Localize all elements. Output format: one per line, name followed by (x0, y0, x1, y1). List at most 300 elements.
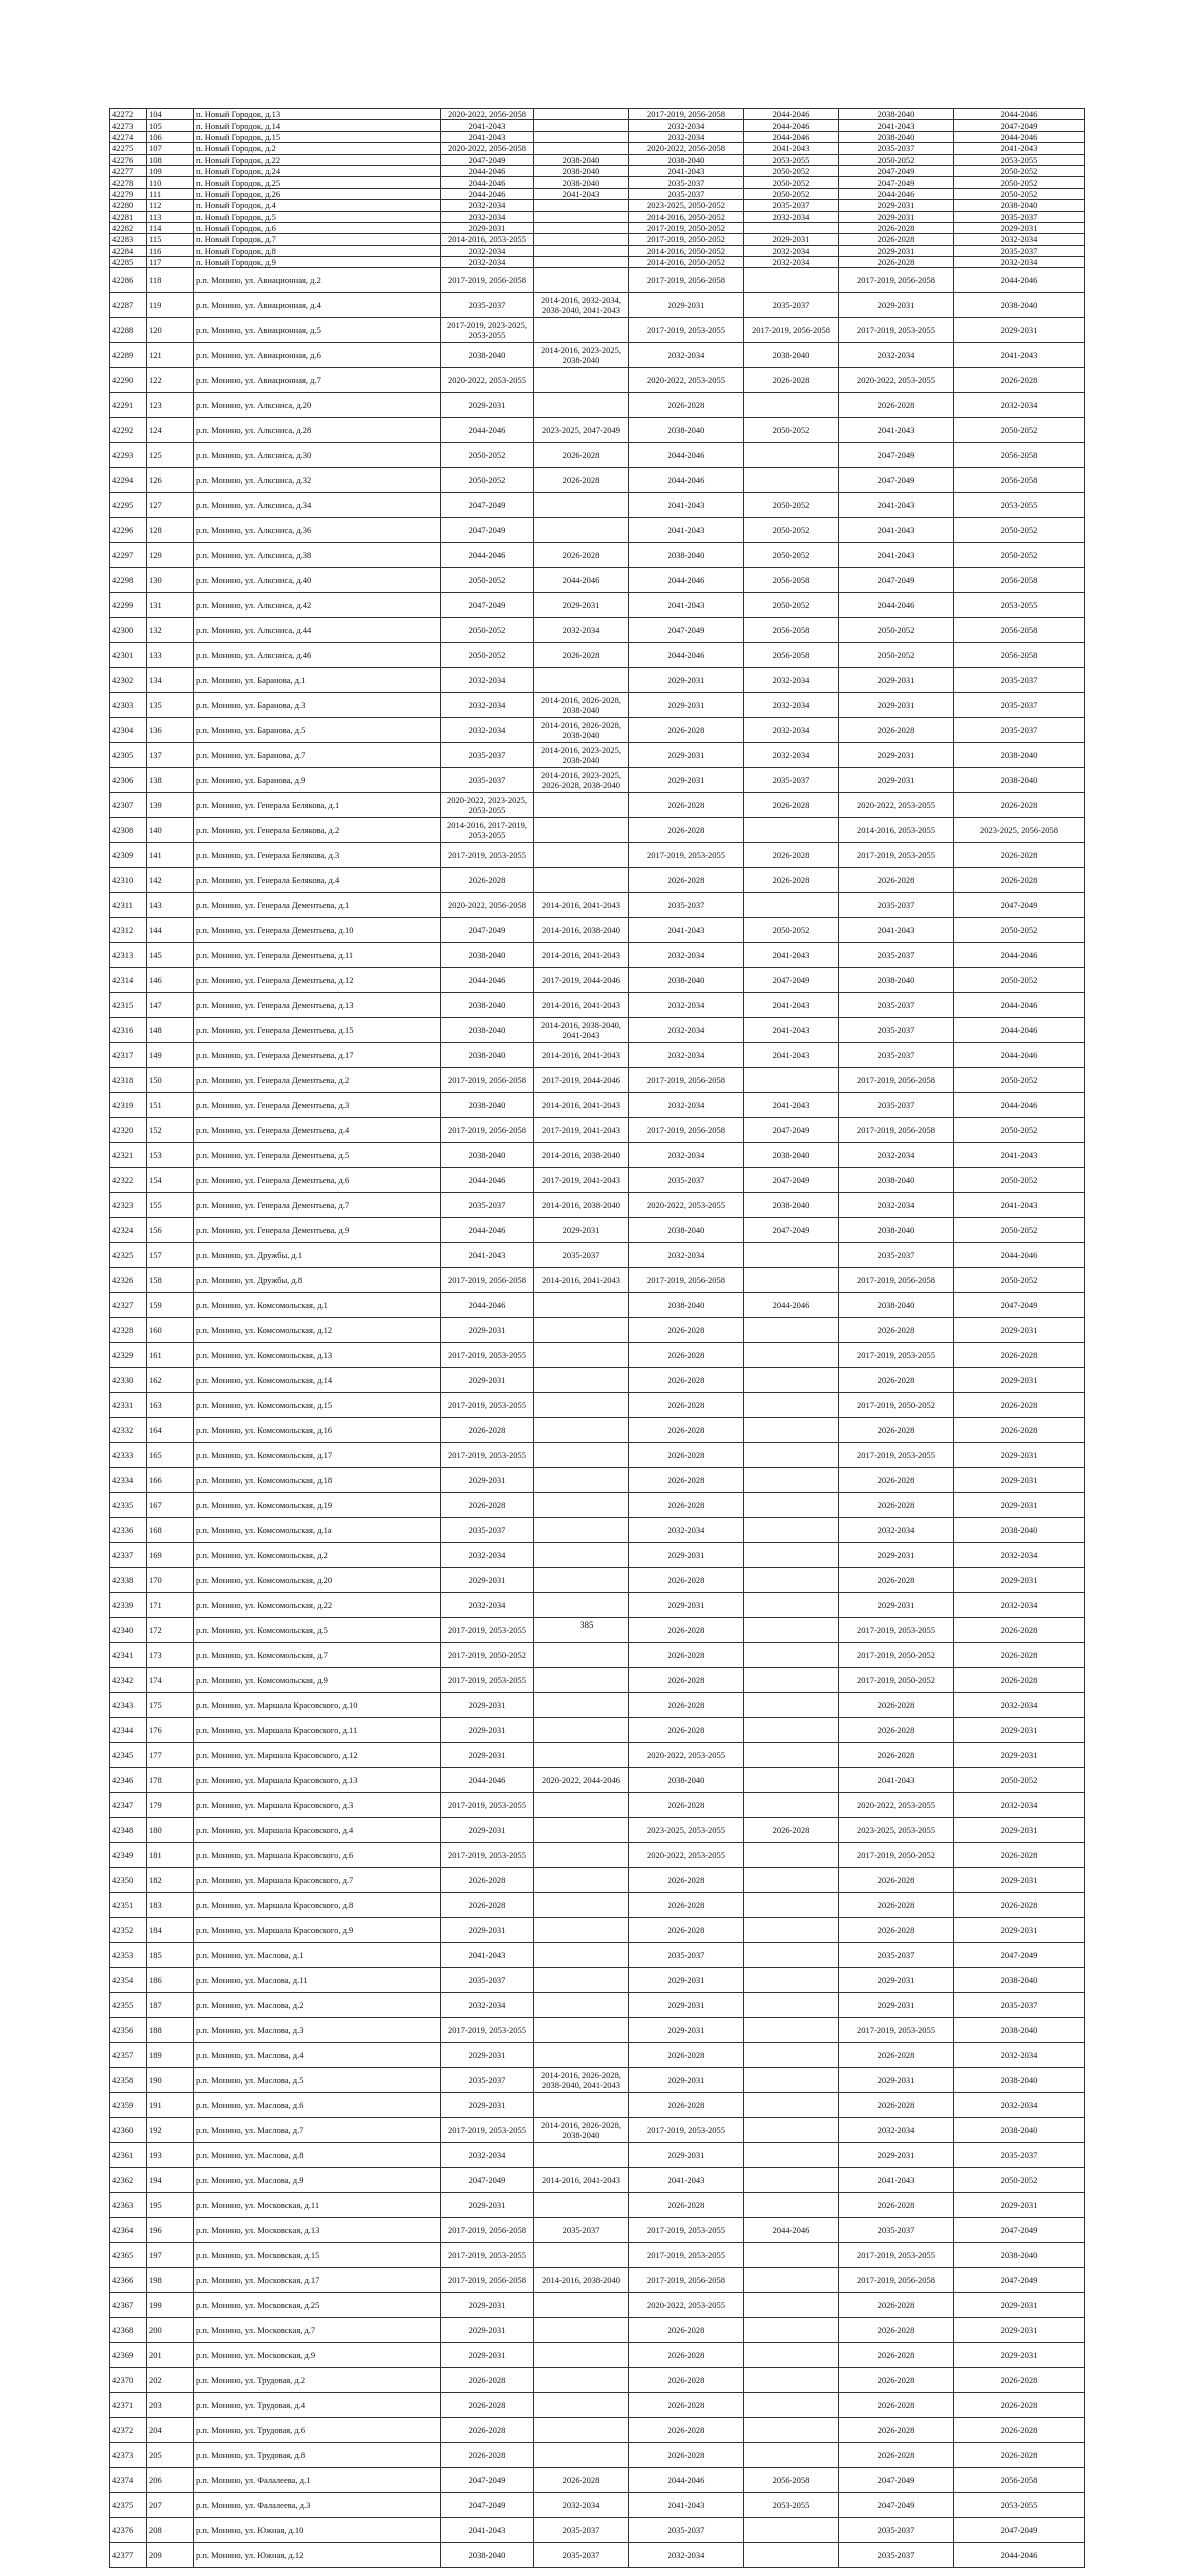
cell-period-4: 2050-2052 (744, 518, 839, 543)
cell-period-2: 2014-2016, 2032-2034, 2038-2040, 2041-2043 (534, 293, 629, 318)
cell-period-1: 2026-2028 (441, 2418, 534, 2443)
cell-period-4 (744, 1743, 839, 1768)
cell-address: р.п. Монино, ул. Комсомольская, д.15 (194, 1393, 441, 1418)
cell-address: р.п. Монино, ул. Фалалеева, д.3 (194, 2493, 441, 2518)
cell-address: р.п. Монино, ул. Маршала Красовского, д.4 (194, 1818, 441, 1843)
cell-item-no: 121 (147, 343, 194, 368)
cell-item-no: 190 (147, 2068, 194, 2093)
cell-record-id: 42340 (110, 1618, 147, 1643)
cell-record-id: 42331 (110, 1393, 147, 1418)
cell-period-4: 2047-2049 (744, 1118, 839, 1143)
cell-period-6: 2029-2031 (954, 1368, 1085, 1393)
cell-address: р.п. Монино, ул. Авиационная, д.5 (194, 318, 441, 343)
cell-item-no: 191 (147, 2093, 194, 2118)
cell-period-5: 2026-2028 (839, 1318, 954, 1343)
cell-period-1: 2050-2052 (441, 443, 534, 468)
cell-address: п. Новый Городок, д.4 (194, 200, 441, 211)
table-row (110, 393, 1085, 418)
cell-period-1: 2017-2019, 2053-2055 (441, 843, 534, 868)
cell-period-5: 2035-2037 (839, 2218, 954, 2243)
cell-period-3: 2029-2031 (629, 1543, 744, 1568)
cell-period-6: 2050-2052 (954, 1768, 1085, 1793)
cell-item-no: 167 (147, 1493, 194, 1518)
cell-period-5: 2026-2028 (839, 2418, 954, 2443)
cell-period-1: 2032-2034 (441, 718, 534, 743)
cell-period-4 (744, 1393, 839, 1418)
cell-period-3: 2038-2040 (629, 418, 744, 443)
cell-period-6: 2044-2046 (954, 1018, 1085, 1043)
cell-address: р.п. Монино, ул. Генерала Дементьева, д.3 (194, 1093, 441, 1118)
cell-period-2: 2014-2016, 2038-2040 (534, 1193, 629, 1218)
cell-period-3: 2026-2028 (629, 1368, 744, 1393)
cell-period-4 (744, 2368, 839, 2393)
cell-record-id: 42372 (110, 2418, 147, 2443)
cell-period-4 (744, 2293, 839, 2318)
cell-address: р.п. Монино, ул. Маршала Красовского, д.6 (194, 1843, 441, 1868)
cell-period-2: 2020-2022, 2044-2046 (534, 1768, 629, 1793)
cell-record-id: 42307 (110, 793, 147, 818)
cell-period-2 (534, 1668, 629, 1693)
cell-period-5: 2026-2028 (839, 1693, 954, 1718)
cell-period-2: 2017-2019, 2044-2046 (534, 1068, 629, 1093)
table-row (110, 1293, 1085, 1318)
cell-period-2 (534, 1493, 629, 1518)
cell-period-3: 2020-2022, 2053-2055 (629, 1193, 744, 1218)
cell-period-3: 2044-2046 (629, 2468, 744, 2493)
cell-period-3: 2017-2019, 2056-2058 (629, 109, 744, 120)
cell-period-5: 2017-2019, 2053-2055 (839, 2018, 954, 2043)
table-row (110, 1568, 1085, 1593)
cell-period-5: 2035-2037 (839, 1018, 954, 1043)
cell-address: п. Новый Городок, д.26 (194, 188, 441, 199)
table-row (110, 2093, 1085, 2118)
cell-period-6: 2032-2034 (954, 1693, 1085, 1718)
cell-period-2 (534, 1318, 629, 1343)
table-row (110, 245, 1085, 256)
cell-period-1: 2047-2049 (441, 518, 534, 543)
cell-address: р.п. Монино, ул. Московская, д.15 (194, 2243, 441, 2268)
cell-item-no: 168 (147, 1518, 194, 1543)
cell-period-5: 2035-2037 (839, 893, 954, 918)
cell-period-5: 2044-2046 (839, 188, 954, 199)
cell-record-id: 42320 (110, 1118, 147, 1143)
cell-item-no: 118 (147, 268, 194, 293)
cell-item-no: 132 (147, 618, 194, 643)
cell-period-6: 2056-2058 (954, 618, 1085, 643)
cell-period-5: 2029-2031 (839, 768, 954, 793)
cell-address: р.п. Монино, ул. Алксниса, д.28 (194, 418, 441, 443)
cell-period-1: 2032-2034 (441, 200, 534, 211)
cell-item-no: 170 (147, 1568, 194, 1593)
cell-period-1: 2020-2022, 2056-2058 (441, 109, 534, 120)
cell-item-no: 130 (147, 568, 194, 593)
cell-period-1: 2017-2019, 2053-2055 (441, 1843, 534, 1868)
cell-period-1: 2047-2049 (441, 918, 534, 943)
cell-period-5: 2029-2031 (839, 1993, 954, 2018)
cell-period-1: 2029-2031 (441, 1368, 534, 1393)
cell-period-1: 2032-2034 (441, 1593, 534, 1618)
cell-address: р.п. Монино, ул. Алксниса, д.34 (194, 493, 441, 518)
cell-period-6: 2026-2028 (954, 1343, 1085, 1368)
cell-period-3: 2032-2034 (629, 1518, 744, 1543)
cell-period-6: 2041-2043 (954, 143, 1085, 154)
cell-item-no: 153 (147, 1143, 194, 1168)
cell-period-5: 2026-2028 (839, 1918, 954, 1943)
cell-record-id: 42342 (110, 1668, 147, 1693)
cell-period-3: 2026-2028 (629, 1693, 744, 1718)
cell-period-4: 2044-2046 (744, 109, 839, 120)
table-row (110, 1093, 1085, 1118)
cell-item-no: 200 (147, 2318, 194, 2343)
cell-period-5: 2047-2049 (839, 2468, 954, 2493)
table-row (110, 968, 1085, 993)
cell-item-no: 144 (147, 918, 194, 943)
cell-period-5: 2041-2043 (839, 2168, 954, 2193)
cell-period-1: 2020-2022, 2023-2025, 2053-2055 (441, 793, 534, 818)
cell-period-3: 2017-2019, 2056-2058 (629, 1268, 744, 1293)
cell-period-5: 2029-2031 (839, 211, 954, 222)
cell-period-4: 2056-2058 (744, 618, 839, 643)
table-row (110, 1418, 1085, 1443)
cell-period-6: 2029-2031 (954, 1818, 1085, 1843)
cell-period-6: 2029-2031 (954, 1318, 1085, 1343)
cell-record-id: 42355 (110, 1993, 147, 2018)
cell-item-no: 137 (147, 743, 194, 768)
cell-item-no: 120 (147, 318, 194, 343)
cell-period-4 (744, 2518, 839, 2543)
cell-record-id: 42283 (110, 234, 147, 245)
cell-period-2 (534, 200, 629, 211)
cell-period-6: 2035-2037 (954, 245, 1085, 256)
cell-period-6: 2032-2034 (954, 393, 1085, 418)
cell-period-1: 2017-2019, 2023-2025, 2053-2055 (441, 318, 534, 343)
table-row (110, 1868, 1085, 1893)
cell-period-3: 2038-2040 (629, 1768, 744, 1793)
table-row (110, 257, 1085, 268)
cell-item-no: 133 (147, 643, 194, 668)
cell-period-3: 2026-2028 (629, 2043, 744, 2068)
table-row (110, 318, 1085, 343)
cell-record-id: 42310 (110, 868, 147, 893)
cell-period-3: 2017-2019, 2050-2052 (629, 234, 744, 245)
register-table (109, 108, 1085, 2568)
cell-period-5: 2035-2037 (839, 1943, 954, 1968)
cell-address: р.п. Монино, ул. Трудовая, д.8 (194, 2443, 441, 2468)
cell-address: р.п. Монино, ул. Алксниса, д.30 (194, 443, 441, 468)
cell-item-no: 108 (147, 154, 194, 165)
cell-period-6: 2050-2052 (954, 518, 1085, 543)
table-row (110, 2468, 1085, 2493)
cell-period-3: 2026-2028 (629, 2418, 744, 2443)
cell-period-4: 2047-2049 (744, 1218, 839, 1243)
cell-address: р.п. Монино, ул. Маршала Красовского, д.7 (194, 1868, 441, 1893)
cell-item-no: 198 (147, 2268, 194, 2293)
cell-period-2 (534, 1868, 629, 1893)
cell-period-3: 2029-2031 (629, 668, 744, 693)
cell-record-id: 42324 (110, 1218, 147, 1243)
cell-record-id: 42285 (110, 257, 147, 268)
cell-period-2: 2014-2016, 2041-2043 (534, 1268, 629, 1293)
cell-address: р.п. Монино, ул. Генерала Дементьева, д.10 (194, 918, 441, 943)
table-row (110, 1118, 1085, 1143)
table-row (110, 1068, 1085, 1093)
cell-period-2 (534, 211, 629, 222)
cell-period-4 (744, 2068, 839, 2093)
cell-period-3: 2041-2043 (629, 2493, 744, 2518)
cell-period-1: 2032-2034 (441, 257, 534, 268)
table-row (110, 1268, 1085, 1293)
cell-period-6: 2050-2052 (954, 418, 1085, 443)
cell-period-5: 2026-2028 (839, 2293, 954, 2318)
cell-period-6: 2056-2058 (954, 468, 1085, 493)
cell-period-3: 2035-2037 (629, 177, 744, 188)
cell-period-1: 2014-2016, 2053-2055 (441, 234, 534, 245)
cell-record-id: 42276 (110, 154, 147, 165)
cell-period-2: 2035-2037 (534, 2218, 629, 2243)
cell-period-5: 2026-2028 (839, 234, 954, 245)
cell-period-1: 2038-2040 (441, 993, 534, 1018)
cell-period-2: 2026-2028 (534, 643, 629, 668)
cell-record-id: 42357 (110, 2043, 147, 2068)
cell-address: п. Новый Городок, д.5 (194, 211, 441, 222)
cell-record-id: 42302 (110, 668, 147, 693)
cell-period-4 (744, 222, 839, 233)
table-row (110, 2418, 1085, 2443)
cell-period-4 (744, 1668, 839, 1693)
cell-period-3: 2017-2019, 2050-2052 (629, 222, 744, 233)
cell-period-2 (534, 2093, 629, 2118)
cell-period-4 (744, 2018, 839, 2043)
cell-period-1: 2026-2028 (441, 1868, 534, 1893)
cell-address: р.п. Монино, ул. Алксниса, д.38 (194, 543, 441, 568)
cell-period-6: 2041-2043 (954, 1143, 1085, 1168)
cell-period-6: 2038-2040 (954, 200, 1085, 211)
cell-item-no: 192 (147, 2118, 194, 2143)
cell-period-3: 2044-2046 (629, 443, 744, 468)
table-row (110, 2018, 1085, 2043)
cell-period-6: 2026-2028 (954, 1668, 1085, 1693)
cell-period-6: 2038-2040 (954, 2118, 1085, 2143)
cell-record-id: 42274 (110, 131, 147, 142)
cell-period-6: 2056-2058 (954, 2468, 1085, 2493)
cell-record-id: 42278 (110, 177, 147, 188)
cell-record-id: 42287 (110, 293, 147, 318)
cell-period-2 (534, 2043, 629, 2068)
table-row (110, 1818, 1085, 1843)
cell-period-4 (744, 1618, 839, 1643)
cell-period-5: 2041-2043 (839, 493, 954, 518)
cell-address: р.п. Монино, ул. Генерала Дементьева, д.7 (194, 1193, 441, 1218)
cell-record-id: 42334 (110, 1468, 147, 1493)
cell-record-id: 42365 (110, 2243, 147, 2268)
table-row (110, 293, 1085, 318)
cell-address: р.п. Монино, ул. Генерала Дементьева, д.15 (194, 1018, 441, 1043)
cell-period-5: 2026-2028 (839, 1868, 954, 1893)
cell-record-id: 42316 (110, 1018, 147, 1043)
cell-period-6: 2035-2037 (954, 1993, 1085, 2018)
cell-period-5: 2041-2043 (839, 543, 954, 568)
cell-record-id: 42341 (110, 1643, 147, 1668)
cell-period-1: 2014-2016, 2017-2019, 2053-2055 (441, 818, 534, 843)
table-row (110, 568, 1085, 593)
cell-period-4: 2050-2052 (744, 918, 839, 943)
cell-period-3: 2032-2034 (629, 131, 744, 142)
cell-period-1: 2017-2019, 2053-2055 (441, 1443, 534, 1468)
cell-period-5: 2026-2028 (839, 2343, 954, 2368)
cell-address: р.п. Монино, ул. Алксниса, д.42 (194, 593, 441, 618)
cell-address: р.п. Монино, ул. Маслова, д.4 (194, 2043, 441, 2068)
cell-period-1: 2020-2022, 2056-2058 (441, 893, 534, 918)
cell-period-4 (744, 393, 839, 418)
cell-period-3: 2026-2028 (629, 2368, 744, 2393)
cell-item-no: 150 (147, 1068, 194, 1093)
cell-period-3: 2020-2022, 2056-2058 (629, 143, 744, 154)
cell-period-2: 2035-2037 (534, 2543, 629, 2568)
cell-period-5: 2017-2019, 2056-2058 (839, 268, 954, 293)
cell-period-2: 2038-2040 (534, 177, 629, 188)
cell-period-1: 2017-2019, 2056-2058 (441, 1268, 534, 1293)
cell-period-2: 2014-2016, 2026-2028, 2038-2040 (534, 693, 629, 718)
cell-period-4 (744, 1468, 839, 1493)
cell-period-1: 2029-2031 (441, 2043, 534, 2068)
cell-period-6: 2026-2028 (954, 368, 1085, 393)
table-row (110, 1218, 1085, 1243)
cell-period-1: 2044-2046 (441, 165, 534, 176)
cell-address: р.п. Монино, ул. Маршала Красовского, д.13 (194, 1768, 441, 1793)
table-row (110, 1668, 1085, 1693)
cell-period-6: 2029-2031 (954, 1568, 1085, 1593)
table-row (110, 188, 1085, 199)
cell-record-id: 42368 (110, 2318, 147, 2343)
cell-address: р.п. Монино, ул. Дружбы, д.1 (194, 1243, 441, 1268)
cell-period-2: 2014-2016, 2023-2025, 2038-2040 (534, 743, 629, 768)
cell-period-2 (534, 2368, 629, 2393)
cell-period-6: 2044-2046 (954, 2543, 1085, 2568)
cell-period-6: 2050-2052 (954, 1218, 1085, 1243)
table-row (110, 1718, 1085, 1743)
cell-period-5: 2047-2049 (839, 2493, 954, 2518)
cell-period-2 (534, 1818, 629, 1843)
cell-period-3: 2032-2034 (629, 1143, 744, 1168)
cell-period-6: 2032-2034 (954, 257, 1085, 268)
cell-period-1: 2026-2028 (441, 2393, 534, 2418)
cell-period-4: 2026-2028 (744, 368, 839, 393)
cell-period-1: 2029-2031 (441, 2343, 534, 2368)
cell-address: р.п. Монино, ул. Комсомольская, д.12 (194, 1318, 441, 1343)
cell-period-4 (744, 1918, 839, 1943)
cell-item-no: 188 (147, 2018, 194, 2043)
cell-record-id: 42377 (110, 2543, 147, 2568)
cell-item-no: 114 (147, 222, 194, 233)
cell-address: р.п. Монино, ул. Маслова, д.6 (194, 2093, 441, 2118)
table-row (110, 368, 1085, 393)
cell-period-2 (534, 120, 629, 131)
cell-period-3: 2014-2016, 2050-2052 (629, 245, 744, 256)
cell-period-3: 2029-2031 (629, 1968, 744, 1993)
cell-item-no: 175 (147, 1693, 194, 1718)
cell-period-5: 2029-2031 (839, 668, 954, 693)
cell-period-3: 2020-2022, 2053-2055 (629, 1843, 744, 1868)
cell-address: р.п. Монино, ул. Алксниса, д.44 (194, 618, 441, 643)
cell-address: р.п. Монино, ул. Трудовая, д.6 (194, 2418, 441, 2443)
table-row (110, 1843, 1085, 1868)
cell-period-3: 2029-2031 (629, 1593, 744, 1618)
cell-period-1: 2029-2031 (441, 1818, 534, 1843)
cell-period-3: 2017-2019, 2056-2058 (629, 1068, 744, 1093)
cell-record-id: 42296 (110, 518, 147, 543)
cell-period-4 (744, 1568, 839, 1593)
cell-item-no: 142 (147, 868, 194, 893)
table-row (110, 222, 1085, 233)
cell-period-6: 2044-2046 (954, 109, 1085, 120)
cell-period-6: 2029-2031 (954, 1493, 1085, 1518)
table-row (110, 868, 1085, 893)
cell-period-2 (534, 2418, 629, 2443)
cell-period-5: 2017-2019, 2053-2055 (839, 318, 954, 343)
cell-period-1: 2029-2031 (441, 1918, 534, 1943)
table-row (110, 343, 1085, 368)
cell-record-id: 42336 (110, 1518, 147, 1543)
cell-record-id: 42315 (110, 993, 147, 1018)
cell-item-no: 177 (147, 1743, 194, 1768)
cell-period-1: 2041-2043 (441, 1943, 534, 1968)
cell-record-id: 42280 (110, 200, 147, 211)
cell-period-4: 2032-2034 (744, 257, 839, 268)
cell-period-5: 2035-2037 (839, 1093, 954, 1118)
cell-period-1: 2035-2037 (441, 293, 534, 318)
table-row (110, 1243, 1085, 1268)
table-row (110, 1593, 1085, 1618)
cell-period-5: 2017-2019, 2053-2055 (839, 843, 954, 868)
cell-address: р.п. Монино, ул. Маслова, д.11 (194, 1968, 441, 1993)
table-row (110, 843, 1085, 868)
table-row (110, 1893, 1085, 1918)
cell-period-6: 2032-2034 (954, 2043, 1085, 2068)
cell-period-3: 2026-2028 (629, 1318, 744, 1343)
cell-period-6: 2026-2028 (954, 1843, 1085, 1868)
cell-period-1: 2044-2046 (441, 1168, 534, 1193)
cell-record-id: 42329 (110, 1343, 147, 1368)
cell-item-no: 183 (147, 1893, 194, 1918)
cell-period-4: 2041-2043 (744, 1093, 839, 1118)
cell-record-id: 42299 (110, 593, 147, 618)
cell-item-no: 129 (147, 543, 194, 568)
cell-address: р.п. Монино, ул. Маслова, д.8 (194, 2143, 441, 2168)
cell-record-id: 42288 (110, 318, 147, 343)
cell-period-2: 2014-2016, 2023-2025, 2038-2040 (534, 343, 629, 368)
cell-item-no: 182 (147, 1868, 194, 1893)
cell-period-4 (744, 2318, 839, 2343)
cell-item-no: 136 (147, 718, 194, 743)
cell-period-6: 2023-2025, 2056-2058 (954, 818, 1085, 843)
cell-record-id: 42277 (110, 165, 147, 176)
cell-period-2: 2014-2016, 2041-2043 (534, 943, 629, 968)
cell-period-6: 2056-2058 (954, 568, 1085, 593)
cell-period-6: 2044-2046 (954, 993, 1085, 1018)
cell-period-6: 2032-2034 (954, 2093, 1085, 2118)
cell-period-2 (534, 2343, 629, 2368)
cell-period-1: 2041-2043 (441, 120, 534, 131)
cell-period-2 (534, 2143, 629, 2168)
cell-item-no: 158 (147, 1268, 194, 1293)
cell-period-5: 2035-2037 (839, 2543, 954, 2568)
cell-period-2 (534, 222, 629, 233)
cell-item-no: 203 (147, 2393, 194, 2418)
cell-item-no: 204 (147, 2418, 194, 2443)
cell-period-6: 2038-2040 (954, 1968, 1085, 1993)
cell-period-3: 2041-2043 (629, 165, 744, 176)
cell-period-3: 2017-2019, 2053-2055 (629, 318, 744, 343)
